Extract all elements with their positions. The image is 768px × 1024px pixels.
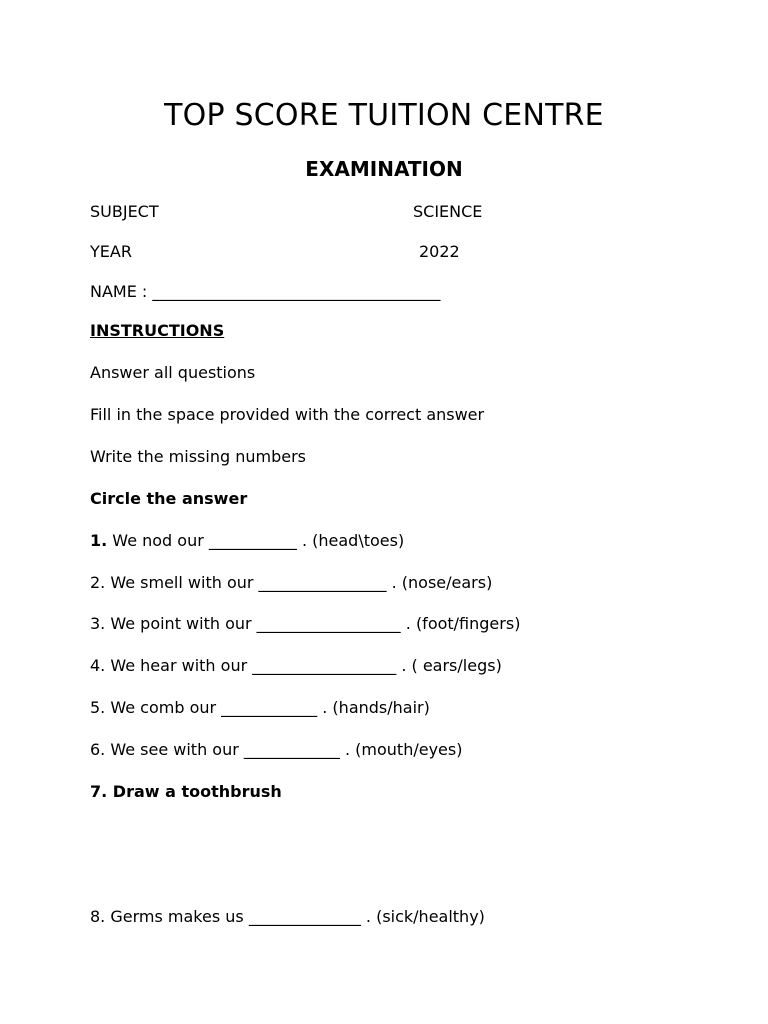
question-number: 1. <box>90 531 108 550</box>
question-number: 2. <box>90 573 106 592</box>
instruction-line: Write the missing numbers <box>90 447 306 466</box>
exam-subtitle: EXAMINATION <box>305 157 463 181</box>
question-text: We smell with our ________________ . (nose/ears) <box>105 573 493 592</box>
name-field-row <box>90 282 440 301</box>
drawing-space[interactable] <box>90 810 670 900</box>
subject-label: SUBJECT <box>90 202 159 221</box>
question-1 <box>90 531 404 550</box>
question-text: We see with our ____________ . (mouth/eyes) <box>105 740 463 759</box>
question-text: We nod our ___________ . (head\toes) <box>107 531 405 550</box>
circle-answer-heading: Circle the answer <box>90 489 248 508</box>
question-8 <box>90 907 485 926</box>
question-2 <box>90 573 492 592</box>
instruction-line: Fill in the space provided with the correct answer <box>90 405 485 424</box>
question-text: We point with our __________________ . (foot/fingers) <box>105 614 521 633</box>
question-5 <box>90 698 430 717</box>
question-text: Germs makes us ______________ . (sick/healthy) <box>105 907 485 926</box>
question-number: 5. <box>90 698 106 717</box>
question-number: 8. <box>90 907 106 926</box>
question-number: 7. <box>90 782 108 801</box>
instruction-line: Answer all questions <box>90 363 256 382</box>
question-text: Draw a toothbrush <box>107 782 282 801</box>
page-title: TOP SCORE TUITION CENTRE <box>164 98 604 133</box>
question-text: We hear with our __________________ . ( ears/legs) <box>105 656 502 675</box>
question-3 <box>90 614 520 633</box>
year-value: 2022 <box>419 242 460 261</box>
question-4 <box>90 656 502 675</box>
question-6 <box>90 740 462 759</box>
instructions-heading: INSTRUCTIONS <box>90 321 225 340</box>
name-label: NAME <box>90 282 137 301</box>
question-7 <box>90 782 282 801</box>
question-number: 6. <box>90 740 106 759</box>
subject-value: SCIENCE <box>413 202 483 221</box>
name-answer-line[interactable]: : ____________________________________ <box>141 282 441 301</box>
question-number: 3. <box>90 614 106 633</box>
question-number: 4. <box>90 656 106 675</box>
year-label: YEAR <box>90 242 132 261</box>
question-text: We comb our ____________ . (hands/hair) <box>105 698 430 717</box>
